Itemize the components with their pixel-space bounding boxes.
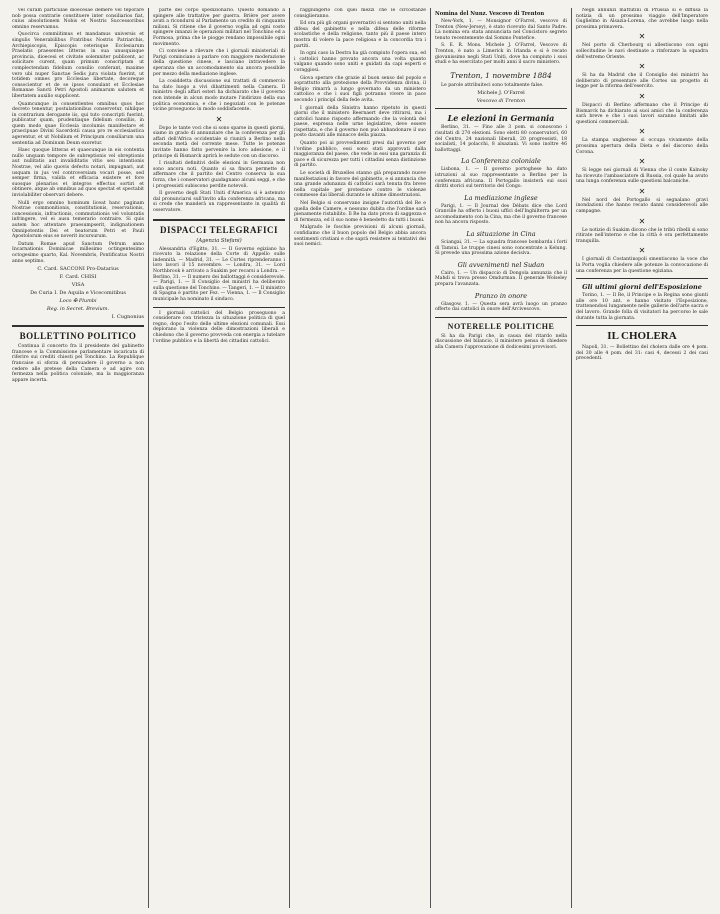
section-heading-cina: La situazione in Cina xyxy=(466,230,536,239)
paragraph: Si legge nei giornali di Vienna che il conte Kalnoky ha ricevuto l'ambasciatore di Russia, col quale ha avuto una lunga conferenza sulle questioni balcaniche. xyxy=(576,168,708,185)
paragraph: Berlino, 31. — Fino alle 3 pom. si conoscono i risultati di 270 elezioni. Sono eletti 80 conservatori, 60 del Centro, 24 nazionali liberali, 20 progressisti, 18 socialisti, 14 polacchi, 8 alsaziani. Vi sono inoltre 46 ballottaggi. xyxy=(435,125,567,153)
paragraph: La stampa ungherese si occupa vivamente della prossima apertura della Dieta e del discorso della Corona. xyxy=(576,138,708,155)
paragraph: New-York, 1. — Monsignor O'Farrel, vescovo di Trenton (New-Jersey), è stato ricevuto dal Santo Padre. La nomina era stata annunciata nel Concistoro segreto tenuto recentemente dal Sommo Pontefice. xyxy=(435,19,567,41)
section-heading-elezioni: Le elezioni in Germania xyxy=(447,113,555,124)
separator-cross-icon: ✕ xyxy=(638,216,646,226)
paragraph: raggiungerlo con quei mezzi che le circostanze consiglieranno. xyxy=(294,8,426,19)
divider xyxy=(435,108,567,109)
paragraph: parte del corpo spedizionario. Questo domando a spingere alle trattative per guerra. Brière per avere avuti a ricondursi al Parlamento un credito di cinquanta milioni. Si ritiene che il governo voglia ad ogni costo spingere innanzi le operazioni militari nel Tonchino ed a Formosa, prima che le piogge rendano impossibile ogni movimento. xyxy=(153,8,285,47)
signature-cugnonius: I. Cugnonius xyxy=(111,314,144,321)
separator-cross-icon: ✕ xyxy=(638,246,646,256)
paragraph: Datum Romae apud Sanctum Petrum anno Incarnationis Dominicae millesimo octingentesimo octogesimo quarto, Kal. Novembris, Pontificatus Nostri anno septimo. xyxy=(12,241,144,264)
paragraph: Giova sperare che grazie al buon senso del popolo e soprattutto alla protezione della Provvidenza divina, il Belgio rimarrà a lungo governato da un ministero cattolico e che i suoi figli potranno vivere in pace secondo i principî della fede avita. xyxy=(294,75,426,103)
signature-title: Vescovo di Trenton xyxy=(476,98,526,105)
paragraph: Nel Belgio si conservano insigne l'autorità del Re e quella delle Camere, e nessuno dubita che l'ordine sarà pienamente ristabilito. Il Re ha dato prova di saggezza e di fermezza, ed il suo nome è benedetto da tutti i buoni. xyxy=(294,201,426,223)
paragraph: Ci conviene a rilevare che i giornali ministeriali di Parigi cominciano a parlare con maggiore moderazione della questione cinese, e lasciano intravedere la speranza che un accomodamento sia ancora possibile per mezzo della mediazione inglese. xyxy=(153,49,285,77)
seal-note: Loco ✠ Plumbi xyxy=(59,298,97,305)
paragraph: Il governo degli Stati Uniti d'America si è astenuto dal pronunciarsi sull'invito alla conferenza africana, ma si crede che manderà un rappresentante in qualità di osservatore. xyxy=(153,191,285,213)
column-1 xyxy=(8,8,149,908)
separator-cross-icon: ✕ xyxy=(638,32,646,42)
section-heading-esposizione: Gli ultimi giorni dell'Esposizione xyxy=(582,283,702,292)
signature-name: Michele J. O'Farrel xyxy=(477,90,525,97)
paragraph: La cosiddetta discussione sui trattati di commercio ha dato luogo a vivi dibattimenti nella Camera. Il ministro degli affari esteri ha dichiarato che il governo non intende in alcun modo mutare l'indirizzo della sua politica economica, e che i negoziati con le potenze vicine proseguono in modo soddisfacente. xyxy=(153,79,285,113)
paragraph: Nel porto di Cherbourg si allestiscono con ogni sollecitudine le navi destinate a rinforzare la squadra dell'estremo Oriente. xyxy=(576,43,708,60)
paragraph: S. E. R. Mons. Michele J. O'Farrel, Vescovo di Trenton, è nato a Limerick in Irlanda e si è recato giovanissimo negli Stati Uniti, dove ha compiuto i suoi studi e ha esercitato per molti anni il sacro ministero. xyxy=(435,43,567,66)
paragraph: Glasgow, 1. — Questa sera avrà luogo un pranzo offerto dai cattolici in onore dell'Arcivescovo. xyxy=(435,301,567,313)
paragraph: Ed ora più gli organi governativi si sentono uniti nella difesa del gabinetto e nella difesa delle riforme scolastiche e della religione, tanto più il paese intero mostra di volere la pace religiosa e la concordia tra i partiti. xyxy=(294,21,426,49)
divider xyxy=(12,325,144,327)
separator-cross-icon: ✕ xyxy=(215,114,223,124)
paragraph: Si ha da Madrid che il Consiglio dei ministri ha deliberato di presentare alle Cortes un progetto di legge per la riforma dell'esercito. xyxy=(576,73,708,90)
paragraph: Dispacci di Berlino affermano che il Principe di Bismarck ha dichiarato ai suoi amici che la conferenza sarà breve e che i suoi lavori saranno limitati alle questioni commerciali. xyxy=(576,102,708,125)
column-2 xyxy=(149,8,290,908)
section-subheading: (Agenzia Stefani) xyxy=(196,237,242,244)
section-heading-conferenza: La Conferenza coloniale xyxy=(461,157,541,166)
paragraph: In ogni caso la Destra ha già compiuto l'opera sua, ed i cattolici hanno provato ancora una volta quanto valgano quando sono uniti e guidati da capi esperti e coraggiosi. xyxy=(294,51,426,73)
paragraph: Continua il concerto fra il presidente del gabinetto francese e la Commissione parlamentare incaricata di riferire sui crediti chiesti pel Tonchino. La Republique francaise si sforza di persuadere il governo a non cedere alle pretese della Camera e ad agire con fermezza nella politica coloniale, ma la maggioranza appare incerta. xyxy=(12,344,144,383)
paragraph: Le parole attribuiteci sono totalmente false. xyxy=(441,82,544,88)
paragraph: Nulli ergo omnino hominum liceat hanc paginam Nostrae commonitionis, constitutionis, reservationis, concessionis, infractionis, commutationis vel voluntatis infringere, vel ei ausu temerario contraire. Si quis autem hoc attentare praesumpserit, indignationem Omnipotentis Dei et beatorum Petri et Pauli Apostolorum eius se noverit incursurum. xyxy=(12,200,144,240)
separator-cross-icon: ✕ xyxy=(638,127,646,137)
paragraph: I risultati definitivi delle elezioni in Germania non sono ancora noti. Quanto si sa finora permette di affermare che il partito del Centro conserva la sua forza, che i conservatori guadagnano alcuni seggi, e che i progressisti subiscono perdite notevoli. xyxy=(153,161,285,189)
section-heading-pranzo: Pranzo in onore xyxy=(474,291,528,300)
paragraph: I giornali della Sinistra hanno ripetuto in questi giorni che il ministero Beernaert deve ritirarsi, ma i cattolici hanno risposto affermando che la volontà del paese, espressa nelle urne legislative, deve essere rispettata, e che il governo non può abbandonare il suo posto davanti alle minacce della piazza. xyxy=(294,105,426,139)
paragraph: I giornali di Costantinopoli smentiscono la voce che la Porta voglia chiedere alle potenze la convocazione di una conferenza per la questione egiziana. xyxy=(576,257,708,274)
paragraph: Parigi, 1. — Il Journal des Débats dice che Lord Granville ha offerto i buoni uffici dell'Inghilterra per un accomodamento con la Cina, ma che il governo francese non ha ancora risposto. xyxy=(435,203,567,226)
paragraph: Dopo le tante voci che si sono sparse in questi giorni, siamo in grado di annunziare che la conferenza per gli affari dell'Africa occidentale si riunirà a Berlino nella seconda metà del corrente mese. Tutte le potenze invitate hanno fatto pervenire la loro adesione, e il principe di Bismarck aprirà le sedute con un discorso. xyxy=(153,125,285,159)
registry-note: Reg. in Secret. Brevium. xyxy=(46,306,110,313)
paragraph: Malgrado le foschie previsioni di alcuni giornali, confidiamo che il buon popolo del Belgio abbia ancora sentimenti cristiani e che saprà resistere ai tentativi dei suoi nemici. xyxy=(294,225,426,248)
paragraph: Si ha da Parigi che, in causa del ritardo nella discussione del bilancio, il ministero pensa di chiedere alla Camera l'approvazione di dodicesimi provvisori. xyxy=(435,333,567,350)
paragraph: Lisbona, 1. — Il governo portoghese ha dato istruzioni al suo rappresentante a Berlino per la conferenza africana. Il Portogallo insisterà sui suoi diritti storici sul territorio del Congo. xyxy=(435,167,567,190)
divider xyxy=(153,219,285,221)
paragraph: vel curam particulae dioecesae demere vel teporare nob possa contrarie constituere inter consiliarios fiat, cuius absolutionem Nobis et Nostris Successoribus omnino reservamus. xyxy=(12,8,144,30)
paragraph: Alessandria d'Egitto, 31. — Il Governo egiziano ha ricevuto la relazione della Corte di Appello sulle indennità. — Madrid, 31. — Le Cortes riprenderanno i loro lavori il 15 novembre. — Londra, 31. — Lord Northbrook è arrivato a Suakim per recarsi a Londra. — Berlino, 31. — Il numero dei ballottaggi è considerevole. — Parigi, 1. — Il Consiglio dei ministri ha deliberato sulla questione del Tonchino. — Tangeri, 1. — Il ministro di Spagna è partito per Fez. — Vienna, 1. — Il Consiglio municipale ha nominato il sindaco. xyxy=(153,246,285,302)
divider xyxy=(576,278,708,279)
paragraph: Quocirca commiitimus et mandamus universis et singulis Venerabilibus Fratribus Nostris Patriarchis, Archiepiscopis, Episcopis ceterisque Ecclesiarum Praelatis praesentes litteras in sua unusquisque provincia, dioecesi et civitate solemniter publicent, ac solicitare curent, quam primum conscriptam ut complectendam fidelium consilio conferant, maxime vero ubi nuper Sanctae Sedis jura violata fuerint, ut totidem omnes pro Ecclesiae libertate, decoreque consocientur et de se ipsos consulant et Ecclesiae Romanae Sancti Petri Apostoli animarum salutem et libertatem auxilio supplicent. xyxy=(12,32,144,99)
section-heading-mediazione: La mediazione inglese xyxy=(464,193,538,202)
section-heading-dispacci: DISPACCI TELEGRAFICI xyxy=(160,224,278,235)
paragraph: Torino, 1. — Il Re, il Principe e la Regina sono giunti alle ore 10 ant. e hanno visitato l'Esposizione, trattenendosi lungamente nelle gallerie dell'arte sacra e del lavoro. Grande folla di visitatori ha percorso le sale durante tutta la giornata. xyxy=(576,293,708,321)
paragraph: Sciangai, 31. — La squadra francese bombarda i forti di Tamsui. Le truppe cinesi sono concentrate a Kelung. Si prevede una prossima azione decisiva. xyxy=(435,240,567,257)
separator-cross-icon: ✕ xyxy=(638,91,646,101)
signature-sacconi: C. Card. SACCONI Pro-Datarius xyxy=(37,266,119,273)
article-heading: Nomina del Nunz. Vescovo di Trenton xyxy=(435,11,545,17)
column-4 xyxy=(431,8,572,908)
separator-cross-icon: ✕ xyxy=(638,157,646,167)
section-heading-noterelle: NOTERELLE POLITICHE xyxy=(447,321,555,331)
divider xyxy=(576,325,708,326)
paragraph: Le notizie di Suakim dicono che le tribù ribelli si sono ritirate nell'interno e che la città è ora perfettamente tranquilla. xyxy=(576,227,708,244)
paragraph: Cairo, 1. — Un dispaccio di Dongola annunzia che il Mahdi si trova presso Omdurman. Il generale Wolseley prepara l'avanzata. xyxy=(435,270,567,288)
column-3 xyxy=(290,8,431,908)
paragraph: Haec quoque litteras et quaecunque in eis contenta nullo unquam tempore de subreptionis vel obreptionis aut nullitatis aut invaliditatis vitio seu intentionis Nostrae, vel alio quovis defectu notari, impugnari, aut usquam in jus vel controversiam vocari posse, sed semper firma, valida et efficacia existere et fore suosque plenarios et integros effectus sortiri et obtinere, atque ab omnibus ad quos spectat et spectabit inviolabiliter observari debere. xyxy=(12,148,144,198)
paragraph: Quanto poi ai provvedimenti presi dal governo per l'ordine pubblico, essi sono stati approvati dalla maggioranza del paese, che vede in essi una garanzia di pace e di sicurezza per tutti i cittadini senza distinzione di partito. xyxy=(294,141,426,169)
paragraph: I giornali cattolici del Belgio proseguono a considerare con tristezza la situazione politica di quel regno, dopo l'esito delle ultime elezioni comunali. Essi deplorano la violenza delle dimostrazioni liberali e chiedono che il governo provveda con energia a tutelare l'ordine pubblico e la libertà dei cittadini cattolici. xyxy=(153,310,285,344)
paragraph: Nel nord del Portogallo si segnalano gravi inondazioni che hanno recato danni considerevoli alle campagne. xyxy=(576,197,708,215)
separator-cross-icon: ✕ xyxy=(638,186,646,196)
section-heading-cholera: IL CHOLERA xyxy=(607,330,677,343)
paragraph: Napoli, 31. — Bollettino del cholera dalle ore 4 pom. del 30 alle 4 pom. del 31: casi 4, decessi 2 dei casi precedenti. xyxy=(576,345,708,362)
visa-label: VISA xyxy=(71,282,85,289)
section-heading-bollettino: BOLLETTINO POLITICO xyxy=(19,331,137,342)
paragraph: Le società di Bruxelles stanno già preparando nuove manifestazioni in favore del gabinetto, e si annuncia che una grande adunanza di cattolici sarà tenuta fra breve nella capitale per protestare contro le violenze commesse dai liberali durante le ultime dimostrazioni. xyxy=(294,171,426,199)
divider xyxy=(153,307,285,308)
signature-chisi: F. Card. CHISI xyxy=(59,274,97,281)
signature-curia: De Curia I. De Aquila e Vicecomitibus xyxy=(30,290,126,297)
section-heading-sudan: Gli avvenimenti nel Sudan xyxy=(457,260,545,269)
separator-cross-icon: ✕ xyxy=(638,62,646,72)
divider xyxy=(435,317,567,318)
paragraph: Negli annunzi mattutini di Prussia si è diffusa la notizia di un prossimo viaggio dell'Imperatore Guglielmo in Alsazia-Lorena, che avrebbe luogo nella prossima primavera. xyxy=(576,8,708,30)
column-5 xyxy=(572,8,712,908)
dateline: Trenton, 1 novembre 1884 xyxy=(450,70,552,80)
paragraph: Quamcunque in consentientes omnibus quos hoc decreto tenentur, postulationibus conservetur, nihilque in contrarium derogante iis, qui tuto conscripti fuerint, publicatur quam, prudentiaque fidelium consiliis, in quem modo quae Ecclesia incolumis manifestare et praecipuae Divini Sacerdotii causa pro re ecclesiastica agerentur, et ut Nobilium et Principum consiliarum una sententia ad Dominum Deum exoretur. xyxy=(12,101,144,146)
